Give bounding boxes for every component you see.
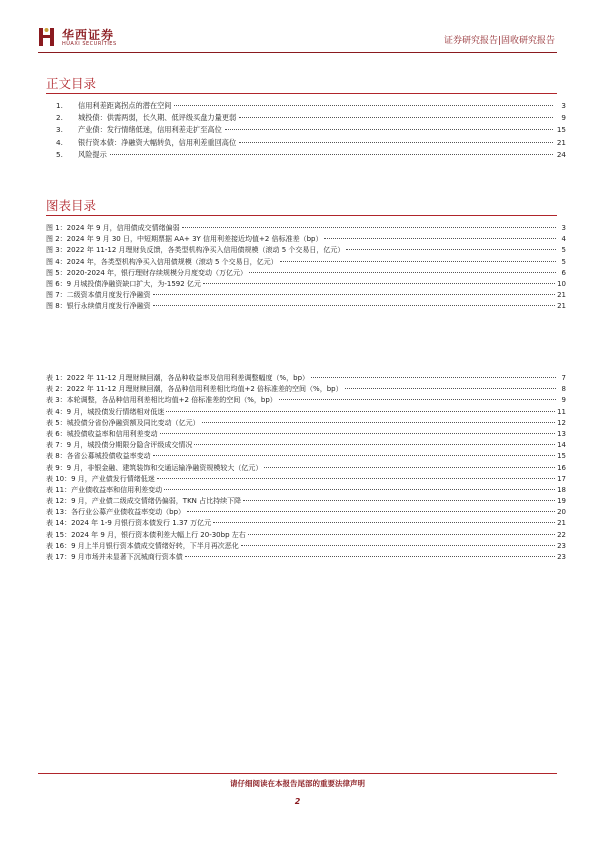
figures-title-divider [46, 215, 557, 216]
toc-item[interactable] [56, 101, 566, 113]
table-item[interactable] [46, 440, 566, 451]
figure-item[interactable] [46, 223, 566, 234]
table-list [46, 373, 566, 563]
figure-item-page: 6 [561, 268, 566, 277]
table-leader [157, 478, 555, 479]
table-item[interactable] [46, 418, 566, 429]
table-item-text[interactable]: 表 4：9 月，城投债发行情绪相对低迷 [46, 407, 165, 416]
table-item[interactable] [46, 474, 566, 485]
logo-chinese-name: 华西证券 [62, 28, 115, 42]
figure-item-page: 10 [557, 279, 566, 288]
figure-item[interactable] [46, 279, 566, 290]
table-item[interactable] [46, 463, 566, 474]
table-item-text[interactable]: 表 7：9 月，城投债分期限分隐含评级成交情况 [46, 441, 193, 450]
toc-item-number: 5. [56, 149, 63, 159]
table-item[interactable] [46, 518, 566, 529]
table-item-text[interactable]: 表 12：9 月，产业债二级成交情绪仍偏弱，TKN 占比持续下降 [46, 497, 242, 506]
table-leader [194, 444, 555, 445]
table-leader [202, 422, 555, 423]
table-item[interactable] [46, 507, 566, 518]
table-item-page: 17 [557, 474, 566, 483]
table-leader [160, 433, 555, 434]
table-item-text[interactable]: 表 11：产业债收益率和信用利差变动 [46, 485, 163, 494]
table-leader [345, 388, 556, 389]
toc-leader [110, 154, 553, 155]
table-item-page: 12 [557, 418, 566, 427]
toc-item[interactable] [56, 138, 566, 150]
figure-leader [153, 294, 555, 295]
figure-item-text[interactable]: 图 5：2020-2024 年，银行理财存续规模分月度变动（万亿元） [46, 268, 248, 277]
table-item-text[interactable]: 表 16：9 月上半月银行资本债成交情绪好转，下半月再次恶化 [46, 541, 239, 550]
toc-item[interactable] [56, 125, 566, 137]
toc-item[interactable] [56, 113, 566, 125]
figure-item[interactable] [46, 290, 566, 301]
table-item[interactable] [46, 395, 566, 406]
table-item-page: 20 [557, 508, 566, 517]
toc-title: 正文目录 [46, 76, 97, 91]
toc-item-page: 15 [556, 125, 566, 135]
figure-item[interactable] [46, 268, 566, 279]
toc-item-text[interactable]: 银行资本债：净融资大幅转负，信用利差重回高位 [78, 137, 237, 147]
toc-leader [239, 142, 553, 143]
figure-item[interactable] [46, 301, 566, 312]
figures-title: 图表目录 [46, 198, 97, 213]
toc-item-page: 9 [561, 113, 566, 123]
figure-item-text[interactable]: 图 2：2024 年 9 月 30 日，中短期票据 AA+ 3Y 信用利差接近均值+2 倍标准差（bp） [46, 235, 323, 244]
toc-item-text[interactable]: 信用利差距离拐点的潜在空间 [78, 101, 172, 110]
table-item-page: 15 [557, 452, 566, 461]
table-item-page: 23 [557, 553, 566, 561]
table-item-page: 21 [557, 519, 566, 528]
toc-item-number: 4. [56, 137, 63, 147]
table-item-text[interactable]: 表 2：2022 年 11-12 月理财赎回潮，各品种信用利差相比均值+2 倍标准差的空间（%，bp） [46, 385, 343, 394]
toc-item-text[interactable]: 产业债：发行情绪低迷，信用利差走扩至高位 [78, 125, 222, 135]
table-item-page: 23 [557, 541, 566, 550]
toc-leader [225, 129, 553, 130]
table-leader [279, 399, 556, 400]
figure-leader [249, 272, 556, 273]
company-logo [38, 26, 158, 50]
toc-item-page: 21 [556, 137, 566, 147]
table-item-page: 11 [557, 407, 566, 416]
table-leader [166, 411, 555, 412]
table-item-page: 8 [561, 385, 566, 394]
table-item-text[interactable]: 表 3：本轮调整，各品种信用利差相比均值+2 倍标准差的空间（%，bp） [46, 396, 277, 405]
toc-leader [239, 117, 553, 118]
table-leader [243, 500, 555, 501]
table-item-text[interactable]: 表 13：各行业公募产业债收益率变动（bp） [46, 508, 186, 517]
toc-item-number: 3. [56, 125, 63, 135]
figure-item-text[interactable]: 图 7：二级资本债月度发行净融资 [46, 291, 151, 300]
table-item[interactable] [46, 384, 566, 395]
table-leader [213, 522, 555, 523]
table-item-text[interactable]: 表 14：2024 年 1-9 月银行资本债发行 1.37 万亿元 [46, 519, 212, 528]
huaxi-logo-icon [38, 26, 56, 48]
table-leader [241, 545, 555, 546]
table-item[interactable] [46, 373, 566, 384]
figure-item-page: 4 [561, 235, 566, 244]
table-leader [311, 377, 556, 378]
figure-item-page: 21 [557, 302, 566, 311]
table-item[interactable] [46, 429, 566, 440]
figure-leader [203, 283, 555, 284]
figure-leader [324, 238, 556, 239]
figure-leader [182, 227, 556, 228]
table-leader [187, 511, 555, 512]
table-leader [164, 489, 555, 490]
figure-item-text[interactable]: 图 1：2024 年 9 月，信用债成交情绪偏弱 [46, 224, 180, 232]
toc-item-number: 2. [56, 113, 63, 123]
toc-item[interactable] [56, 150, 566, 162]
toc-item-number: 1. [56, 101, 63, 110]
table-item-page: 19 [557, 497, 566, 506]
toc-item-page: 24 [556, 149, 566, 159]
toc-list [56, 101, 566, 162]
legal-disclaimer-note: 请仔细阅读在本报告尾部的重要法律声明 [230, 779, 365, 788]
table-item-page: 13 [557, 429, 566, 438]
table-leader [153, 455, 555, 456]
figure-item[interactable] [46, 234, 566, 245]
table-leader [264, 467, 555, 468]
figure-leader [346, 249, 556, 250]
figure-item-text[interactable]: 图 8：银行永续债月度发行净融资 [46, 302, 151, 311]
page-header [0, 0, 595, 60]
figure-item-text[interactable]: 图 6：9 月城投债净融资缺口扩大，为-1592 亿元 [46, 279, 201, 288]
table-item-page: 16 [557, 463, 566, 472]
figure-item-page: 5 [561, 246, 566, 255]
table-item[interactable] [46, 552, 566, 563]
table-item[interactable] [46, 496, 566, 507]
table-item-text[interactable]: 表 10：9 月，产业债发行情绪低迷 [46, 474, 155, 483]
table-item-text[interactable]: 表 1：2022 年 11-12 月理财赎回潮，各品种收益率及信用利差调整幅度（%，bp） [46, 374, 310, 382]
figure-leader [280, 261, 556, 262]
table-item-page: 22 [557, 530, 566, 539]
table-leader [185, 556, 555, 557]
table-item-page: 14 [557, 441, 566, 450]
toc-item-text[interactable]: 城投债：供需两弱，长久期、低评级买盘力量更弱 [78, 113, 237, 123]
figure-item-text[interactable]: 图 4：2024 年，各类型机构净买入信用债规模（滚动 5 个交易日，亿元） [46, 257, 278, 266]
table-item-text[interactable]: 表 6：城投债收益率和信用利差变动 [46, 429, 158, 438]
toc-title-divider [46, 93, 557, 94]
figure-item[interactable] [46, 257, 566, 268]
table-item[interactable] [46, 541, 566, 552]
table-item-page: 18 [557, 485, 566, 494]
table-item-text[interactable]: 表 8：各省公募城投债收益率变动 [46, 452, 151, 461]
table-item-text[interactable]: 表 5：城投债分省份净融资额及同比变动（亿元） [46, 418, 200, 427]
logo-english-name: HUAXI SECURITIES [62, 41, 117, 47]
table-item-page: 7 [561, 374, 566, 382]
toc-item-page: 3 [561, 101, 566, 110]
figure-leader [153, 305, 555, 306]
table-item-page: 9 [561, 396, 566, 405]
page-number: 2 [294, 797, 301, 806]
table-item[interactable] [46, 407, 566, 418]
table-item[interactable] [46, 485, 566, 496]
table-item-text[interactable]: 表 9：9 月，非银金融、建筑装饰和交通运输净融资规模较大（亿元） [46, 463, 263, 472]
figure-item[interactable] [46, 245, 566, 256]
toc-leader [174, 105, 553, 106]
figure-item-page: 21 [557, 291, 566, 300]
figure-item-page: 3 [561, 224, 566, 232]
figure-list [46, 223, 566, 313]
toc-item-text[interactable]: 风险提示 [78, 149, 107, 159]
table-item[interactable] [46, 530, 566, 541]
table-item-text[interactable]: 表 17：9 月市场并未显著下沉城商行资本债 [46, 553, 183, 561]
figure-item-text[interactable]: 图 3：2022 年 11-12 月理财负反馈，各类型机构净买入信用债规模（滚动 5 个交易日，亿元） [46, 246, 345, 255]
header-divider [38, 52, 557, 53]
figure-item-page: 5 [561, 257, 566, 266]
table-item-text[interactable]: 表 15：2024 年 9 月，银行资本债利差大幅上行 20-30bp 左右 [46, 530, 246, 539]
table-leader [248, 534, 555, 535]
report-type-label: 证券研究报告|固收研究报告 [443, 36, 555, 46]
table-item[interactable] [46, 451, 566, 462]
footer-divider [38, 773, 557, 774]
